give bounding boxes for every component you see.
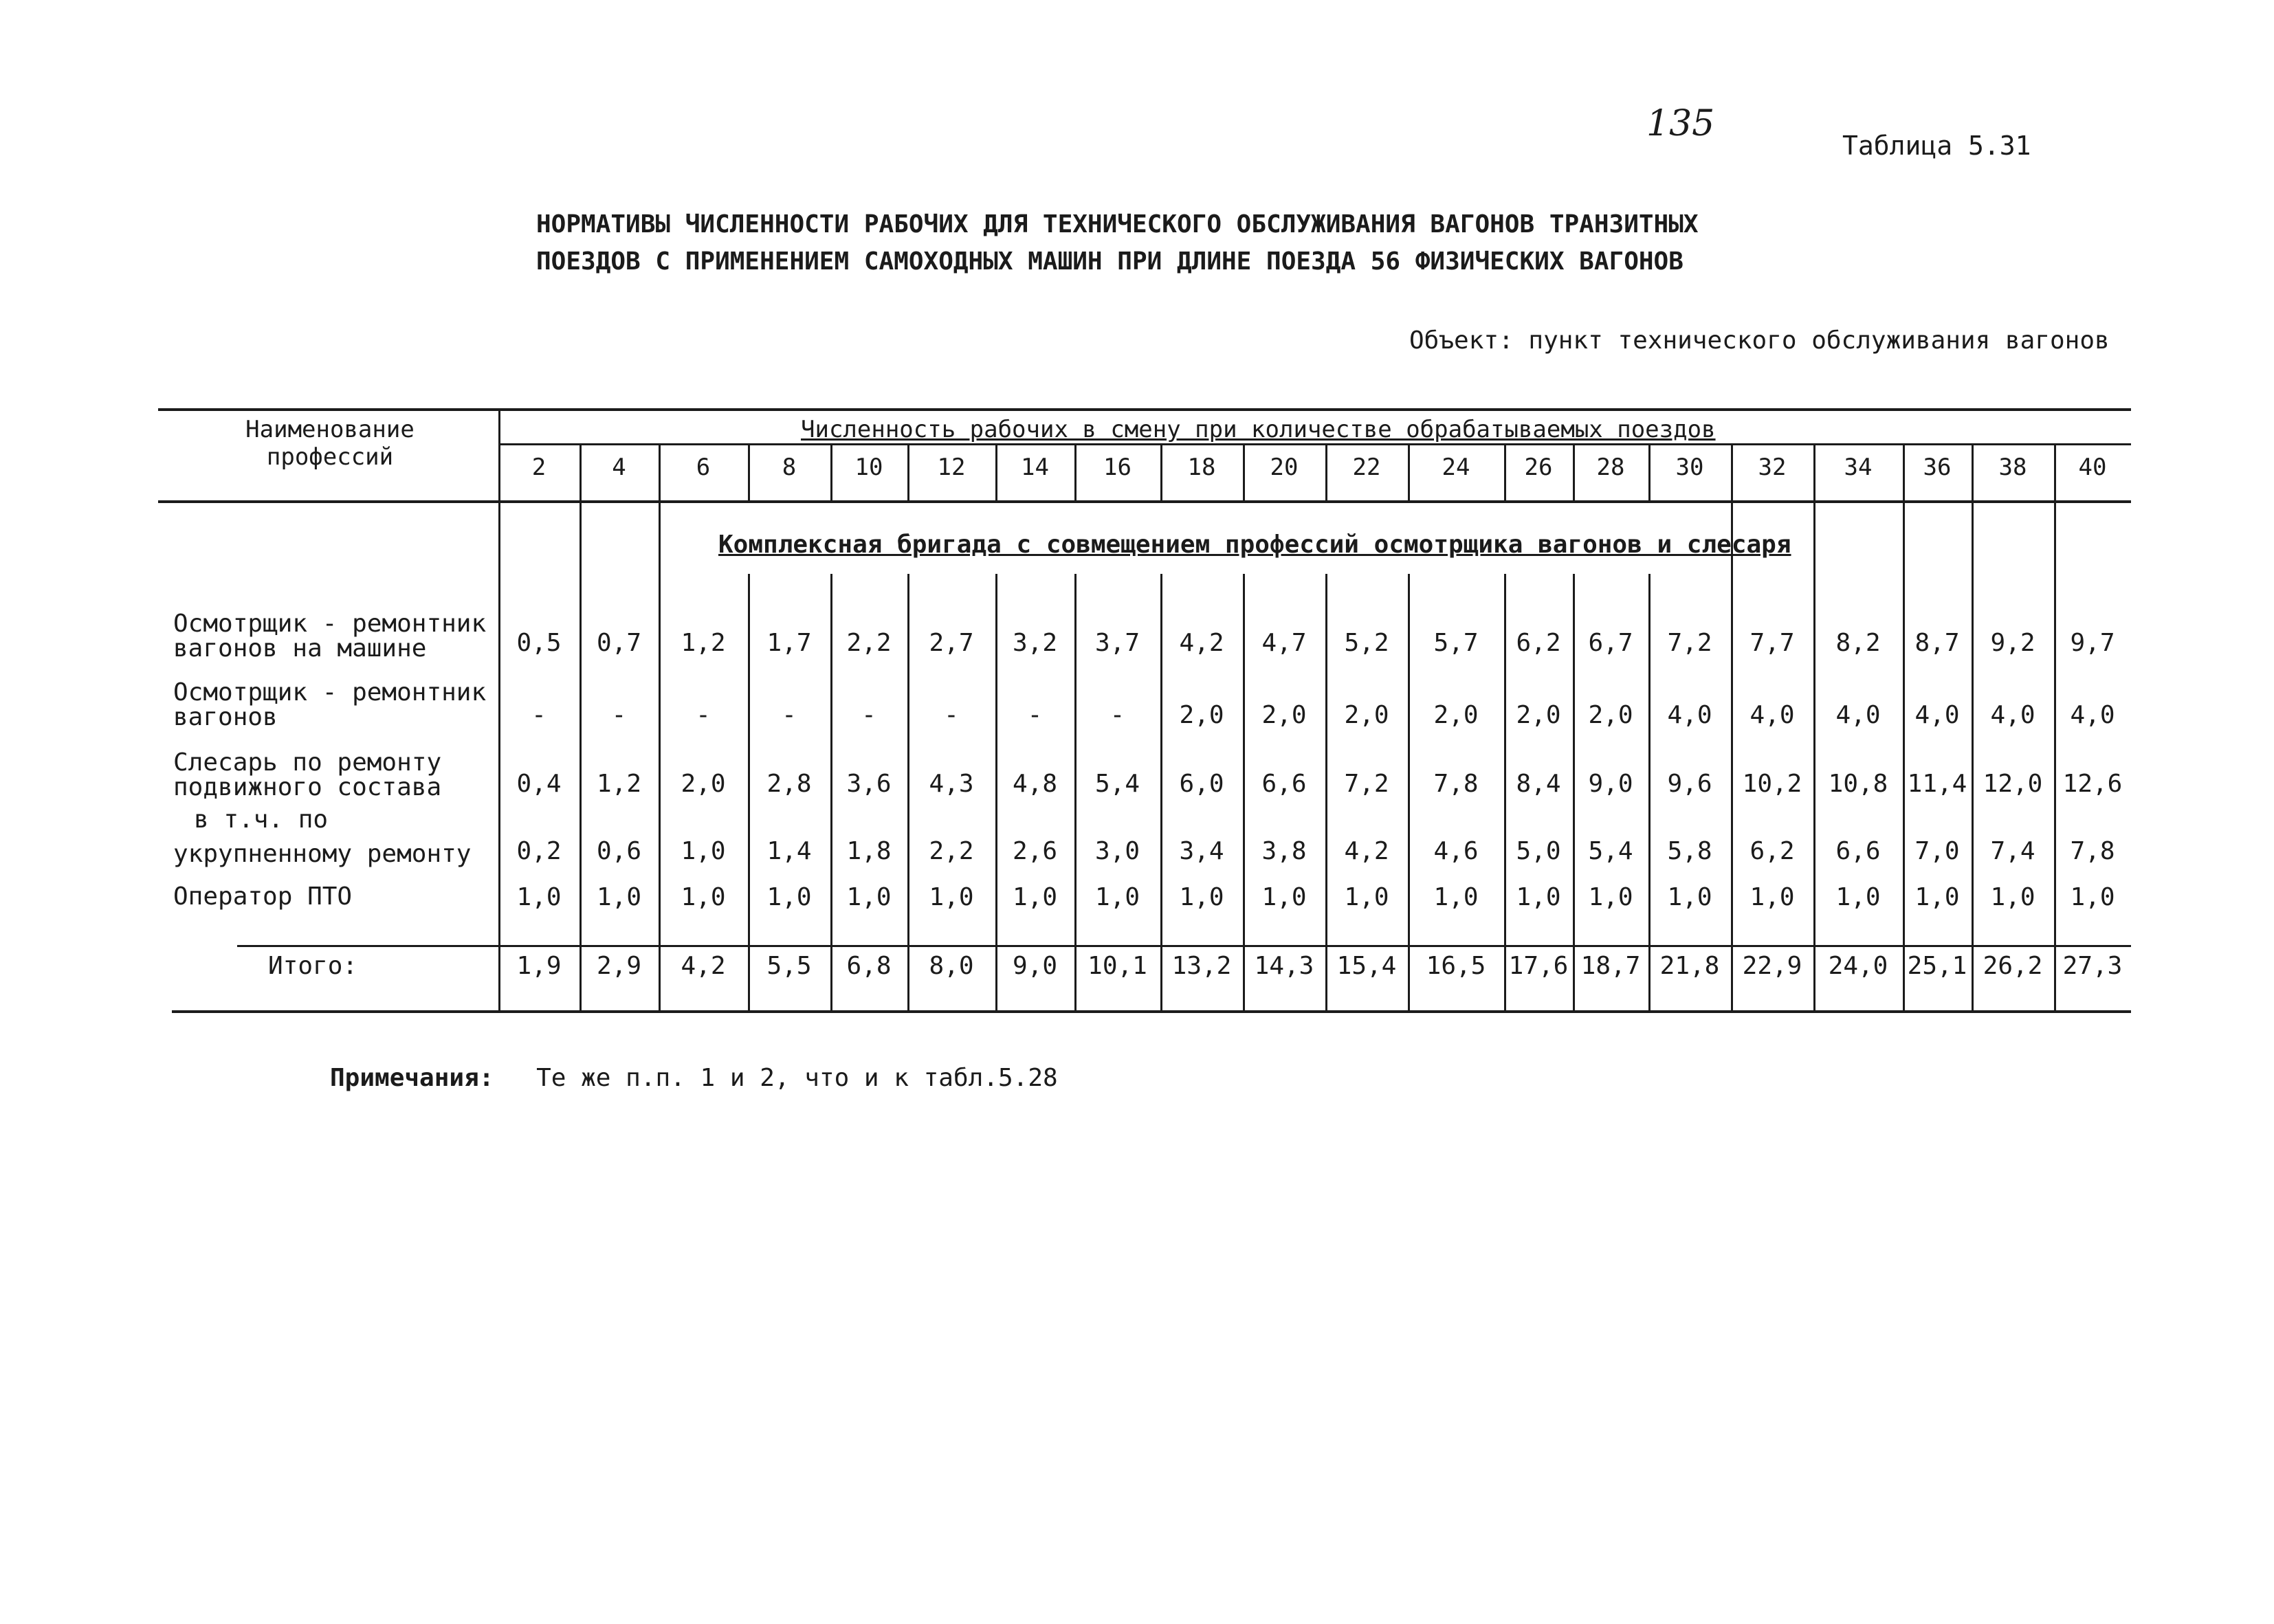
table-cell: 1,0	[516, 883, 562, 911]
table-cell: 6,7	[1588, 629, 1633, 657]
table-cell: 1,0	[1179, 883, 1224, 911]
table-cell: 1,0	[846, 883, 892, 911]
column-header-8: 8	[782, 454, 797, 481]
total-cell: 14,3	[1254, 952, 1314, 980]
column-header-14: 14	[1021, 454, 1049, 481]
total-cell: 9,0	[1012, 952, 1058, 980]
table-cell: 4,0	[1990, 701, 2035, 729]
col-divider-body	[1731, 502, 1733, 1010]
col-divider-body	[1972, 502, 1974, 1010]
table-cell: 0,6	[596, 837, 642, 865]
table-cell: 4,0	[1749, 701, 1795, 729]
column-header-22: 22	[1352, 454, 1381, 481]
table-cell: 2,0	[681, 770, 726, 798]
object-line: Объект: пункт технического обслуживания вагонов	[1409, 326, 2110, 355]
table-cell: 1,0	[1667, 883, 1712, 911]
table-cell: 5,4	[1588, 837, 1633, 865]
column-header-38: 38	[1998, 454, 2027, 481]
table-cell: 4,6	[1433, 837, 1479, 865]
column-header-34: 34	[1844, 454, 1873, 481]
table-cell: 10,8	[1828, 770, 1888, 798]
column-super-header: Численность рабочих в смену при количестве обрабатываемых поездов	[801, 416, 1716, 443]
table-cell: 4,0	[2070, 701, 2115, 729]
total-cell: 21,8	[1659, 952, 1720, 980]
table-cell: 7,8	[1433, 770, 1479, 798]
column-header-30: 30	[1675, 454, 1704, 481]
title-line-2: ПОЕЗДОВ С ПРИМЕНЕНИЕМ САМОХОДНЫХ МАШИН ПРИ ДЛИНЕ ПОЕЗДА 56 ФИЗИЧЕСКИХ ВАГОНОВ	[536, 247, 1684, 276]
table-cell: 9,7	[2070, 629, 2115, 657]
table-cell: 1,0	[1835, 883, 1881, 911]
table-cell: 5,2	[1344, 629, 1389, 657]
total-cell: 13,2	[1171, 952, 1232, 980]
column-header-10: 10	[854, 454, 883, 481]
column-header-24: 24	[1442, 454, 1470, 481]
table-cell: 4,0	[1835, 701, 1881, 729]
total-cell: 4,2	[681, 952, 726, 980]
table-cell: 9,2	[1990, 629, 2035, 657]
table-cell: 6,6	[1261, 770, 1307, 798]
table-cell: 1,0	[1516, 883, 1561, 911]
table-cell: -	[861, 701, 876, 729]
col-divider-body	[2054, 502, 2056, 1010]
col-divider-body	[1813, 502, 1815, 1010]
table-cell: 4,2	[1344, 837, 1389, 865]
table-cell: 1,0	[596, 883, 642, 911]
table-cell: 1,0	[1012, 883, 1058, 911]
table-cell: 7,8	[2070, 837, 2115, 865]
table-cell: 2,0	[1179, 701, 1224, 729]
total-label: Итого:	[268, 952, 358, 980]
rule-top	[158, 408, 2131, 411]
table-cell: 1,0	[1433, 883, 1479, 911]
table-cell: 8,4	[1516, 770, 1561, 798]
row-label: Слесарь по ремонту подвижного состава	[173, 748, 442, 801]
col-divider-prof-top	[498, 411, 500, 445]
table-cell: -	[1110, 701, 1125, 729]
rule-header-bottom	[158, 500, 2131, 503]
col-divider-body	[659, 502, 661, 1010]
col-divider-body	[498, 502, 500, 1010]
table-cell: 0,4	[516, 770, 562, 798]
table-cell: 0,2	[516, 837, 562, 865]
table-cell: 2,0	[1516, 701, 1561, 729]
total-cell: 10,1	[1088, 952, 1147, 980]
table-cell: 1,0	[681, 837, 726, 865]
table-cell: 7,0	[1914, 837, 1960, 865]
row-label: Осмотрщик - ремонтник вагонов на машине	[173, 610, 487, 663]
table-cell: 6,0	[1179, 770, 1224, 798]
table-cell: 5,7	[1433, 629, 1479, 657]
column-header-12: 12	[937, 454, 966, 481]
table-cell: 1,0	[2070, 883, 2115, 911]
total-cell: 16,5	[1426, 952, 1486, 980]
total-cell: 15,4	[1336, 952, 1397, 980]
table-cell: 12,0	[1983, 770, 2043, 798]
table-cell: 4,2	[1179, 629, 1224, 657]
table-cell: 1,0	[1094, 883, 1140, 911]
table-cell: 1,0	[1914, 883, 1960, 911]
table-cell: 0,5	[516, 629, 562, 657]
total-cell: 22,9	[1742, 952, 1802, 980]
note	[330, 1064, 1058, 1092]
table-cell: 3,2	[1012, 629, 1058, 657]
column-header-2: 2	[531, 454, 547, 481]
total-cell: 6,8	[846, 952, 892, 980]
column-header-4: 4	[612, 454, 626, 481]
column-header-18: 18	[1187, 454, 1216, 481]
col-divider-body	[1903, 502, 1905, 1010]
table-cell: -	[611, 701, 627, 729]
table-cell: 6,6	[1835, 837, 1881, 865]
col-divider-body	[579, 502, 582, 1010]
table-cell: 3,4	[1179, 837, 1224, 865]
rule-total-top	[237, 945, 2131, 947]
column-header-36: 36	[1923, 454, 1952, 481]
table-cell: -	[1027, 701, 1043, 729]
total-cell: 5,5	[766, 952, 812, 980]
table-cell: 6,2	[1749, 837, 1795, 865]
table-cell: 1,2	[596, 770, 642, 798]
table-cell: 8,7	[1914, 629, 1960, 657]
total-cell: 26,2	[1983, 952, 2043, 980]
table-cell: 2,7	[929, 629, 974, 657]
rule-header-mid	[498, 443, 2131, 445]
table-cell: 1,0	[1749, 883, 1795, 911]
table-cell: 1,7	[766, 629, 812, 657]
brigade-label: Комплексная бригада с совмещением профессий осмотрщика вагонов и слесаря	[718, 531, 1791, 559]
table-cell: 4,7	[1261, 629, 1307, 657]
table-cell: 4,3	[929, 770, 974, 798]
table-cell: 4,0	[1914, 701, 1960, 729]
table-cell: 2,6	[1012, 837, 1058, 865]
rule-bottom	[172, 1010, 2131, 1013]
page-number: 135	[1646, 103, 1715, 144]
total-cell: 17,6	[1508, 952, 1569, 980]
column-header-32: 32	[1758, 454, 1787, 481]
total-cell: 25,1	[1907, 952, 1967, 980]
column-header-20: 20	[1270, 454, 1299, 481]
table-cell: 7,2	[1667, 629, 1712, 657]
table-cell: 9,6	[1667, 770, 1712, 798]
table-cell: 2,0	[1261, 701, 1307, 729]
row-label: в т.ч. по укрупненному ремонту	[173, 805, 472, 868]
table-cell: 5,0	[1516, 837, 1561, 865]
table-cell: 2,0	[1433, 701, 1479, 729]
total-cell: 18,7	[1580, 952, 1641, 980]
table-cell: 4,8	[1012, 770, 1058, 798]
table-number: Таблица 5.31	[1842, 131, 2031, 161]
table-cell: 0,7	[596, 629, 642, 657]
table-cell: 1,4	[766, 837, 812, 865]
table-cell: 7,4	[1990, 837, 2035, 865]
column-header-16: 16	[1103, 454, 1132, 481]
table-cell: 1,0	[929, 883, 974, 911]
document-title	[536, 206, 1699, 280]
table-cell: 2,0	[1588, 701, 1633, 729]
table-cell: 1,0	[681, 883, 726, 911]
table-cell: 3,7	[1094, 629, 1140, 657]
table-cell: 8,2	[1835, 629, 1881, 657]
table-cell: 5,4	[1094, 770, 1140, 798]
table-cell: 1,0	[1344, 883, 1389, 911]
table-cell: 2,2	[846, 629, 892, 657]
total-cell: 2,9	[596, 952, 642, 980]
column-header-6: 6	[696, 454, 711, 481]
table-cell: 3,6	[846, 770, 892, 798]
note-text: Те же п.п. 1 и 2, что и к табл.5.28	[536, 1064, 1058, 1092]
total-cell: 1,9	[516, 952, 562, 980]
total-cell: 24,0	[1828, 952, 1888, 980]
profession-header: Наименование профессий	[245, 416, 415, 471]
table-cell: 7,7	[1749, 629, 1795, 657]
title-line-1: НОРМАТИВЫ ЧИСЛЕННОСТИ РАБОЧИХ ДЛЯ ТЕХНИЧЕСКОГО ОБСЛУЖИВАНИЯ ВАГОНОВ ТРАНЗИТНЫХ	[536, 210, 1699, 238]
note-label: Примечания:	[330, 1064, 494, 1092]
table-cell: 3,8	[1261, 837, 1307, 865]
table-cell: -	[531, 701, 547, 729]
table-cell: 1,0	[1990, 883, 2035, 911]
table-cell: -	[696, 701, 711, 729]
table-cell: 9,0	[1588, 770, 1633, 798]
row-label: Оператор ПТО	[173, 882, 353, 911]
table-cell: -	[782, 701, 797, 729]
table-cell: 10,2	[1742, 770, 1802, 798]
table-cell: 4,0	[1667, 701, 1712, 729]
total-cell: 27,3	[2062, 952, 2123, 980]
table-cell: 1,8	[846, 837, 892, 865]
row-label: Осмотрщик - ремонтник вагонов	[173, 678, 487, 731]
table-cell: 2,0	[1344, 701, 1389, 729]
table-cell: 1,0	[766, 883, 812, 911]
table-cell: 1,0	[1588, 883, 1633, 911]
column-header-40: 40	[2078, 454, 2107, 481]
column-header-26: 26	[1524, 454, 1553, 481]
table-cell: 12,6	[2062, 770, 2123, 798]
table-cell: 7,2	[1344, 770, 1389, 798]
table-cell: 5,8	[1667, 837, 1712, 865]
total-cell: 8,0	[929, 952, 974, 980]
table-cell: 11,4	[1907, 770, 1967, 798]
table-cell: 1,0	[1261, 883, 1307, 911]
table-cell: 2,2	[929, 837, 974, 865]
table-cell: 3,0	[1094, 837, 1140, 865]
table-cell: 1,2	[681, 629, 726, 657]
table-cell: -	[944, 701, 959, 729]
table-cell: 6,2	[1516, 629, 1561, 657]
table-cell: 2,8	[766, 770, 812, 798]
column-header-28: 28	[1596, 454, 1625, 481]
